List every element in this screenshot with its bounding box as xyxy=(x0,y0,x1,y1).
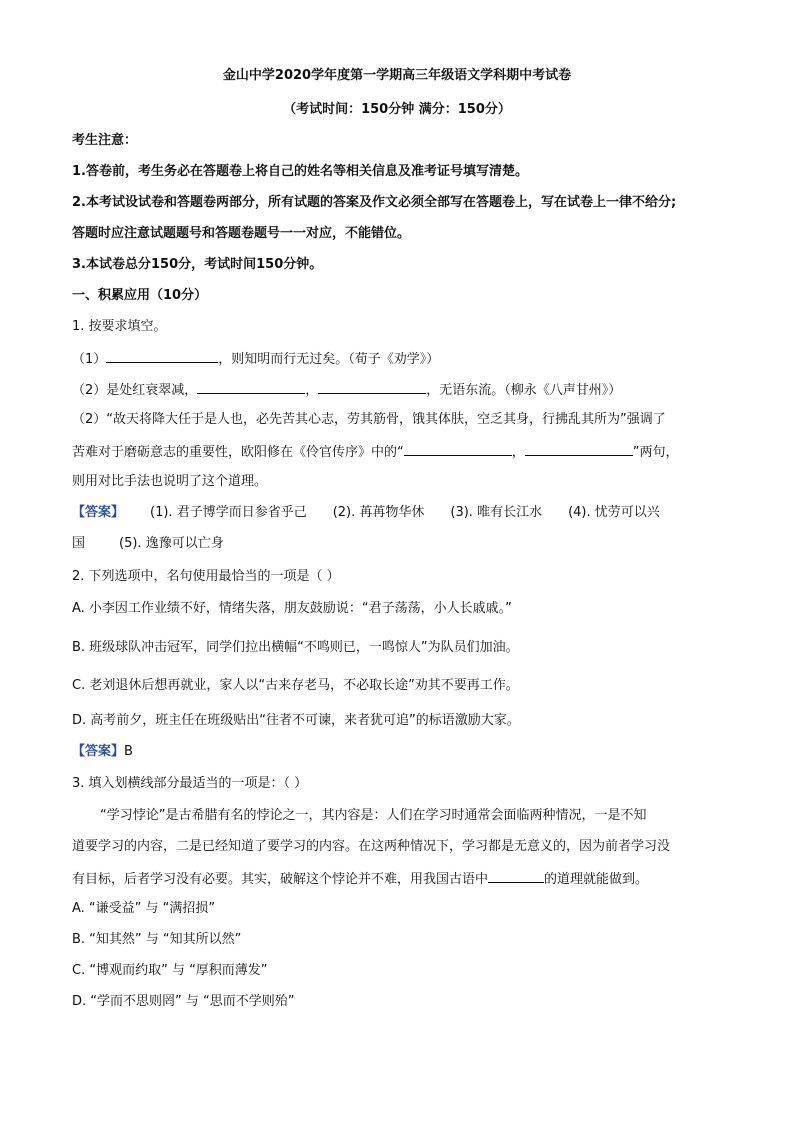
answer-blank[interactable] xyxy=(318,379,426,394)
section-1-heading: 一、积累应用（10分） xyxy=(72,288,208,303)
q1-stem: 1. 按要求填空。 xyxy=(72,319,167,334)
q2-answer-value: B xyxy=(124,744,133,759)
exam-subtitle: （考试时间：150分钟 满分：150分） xyxy=(283,102,511,117)
answer-blank[interactable] xyxy=(525,441,633,456)
q1-part3-prefix: 苦难对于磨砺意志的重要性，欧阳修在《伶官传序》中的“ xyxy=(72,445,404,460)
q1-part2-suffix: ，无语东流。（柳永《八声甘州》） xyxy=(426,383,622,398)
answer-blank[interactable] xyxy=(197,379,305,394)
q1-part1 xyxy=(72,348,439,370)
q1-part3-line3: 则用对比手法也说明了这个道理。 xyxy=(72,474,268,489)
q1-answer-5: (5). 逸豫可以亡身 xyxy=(119,536,224,551)
q3-option-c: C. “博观而约取” 与 “厚积而薄发” xyxy=(72,963,268,978)
q2-option-d: D. 高考前夕，班主任在班级贴出“往者不可谏，来者犹可追”的标语激励大家。 xyxy=(72,713,520,728)
q1-answer-3: (3). 唯有长江水 xyxy=(450,505,543,520)
q1-answer-1: (1). 君子博学而日参省乎己 xyxy=(150,505,307,520)
q3-passage-line1: “学习悖论”是古希腊有名的悖论之一，其内容是：人们在学习时通常会面临两种情况，一是不知 xyxy=(100,808,647,823)
notice-item-1: 1.答卷前，考生务必在答题卷上将自己的姓名等相关信息及准考证号填写清楚。 xyxy=(72,164,528,179)
q3-passage-line3 xyxy=(72,868,648,890)
q1-answer-2: (2). 苒苒物华休 xyxy=(332,505,425,520)
q1-part2-mid: ， xyxy=(305,383,319,398)
q3-stem: 3. 填入划横线部分最适当的一项是：（ ） xyxy=(72,776,308,791)
q1-part3-line2 xyxy=(72,441,679,463)
q2-option-b: B. 班级球队冲击冠军，同学们拉出横幅“不鸣则已，一鸣惊人”为队员们加油。 xyxy=(72,640,519,655)
answer-label: 【答案】 xyxy=(72,744,125,759)
q1-part2 xyxy=(72,379,621,401)
q1-part3-line1: （2）“故天将降大任于是人也，必先苦其心志，劳其筋骨，饿其体肤，空乏其身，行拂乱其所为”强调了 xyxy=(72,412,666,427)
notice-item-2-line1: 2.本考试设试卷和答题卷两部分，所有试题的答案及作文必须全部写在答题卷上，写在试卷上一律不给分; xyxy=(72,195,677,210)
notice-item-3: 3.本试卷总分150分，考试时间150分钟。 xyxy=(72,257,323,272)
notice-item-2-line2: 答题时应注意试题题号和答题卷题号一一对应，不能错位。 xyxy=(72,226,411,241)
q1-part1-suffix: ，则知明而行无过矣。（荀子《劝学》） xyxy=(218,352,440,367)
q1-part3-mid: ， xyxy=(511,445,525,460)
q3-option-d: D. “学而不思则罔” 与 “思而不学则殆” xyxy=(72,994,295,1009)
exam-title: 金山中学2020学年度第一学期高三年级语文学科期中考试卷 xyxy=(222,68,572,83)
q1-part3-suffix: ”两句， xyxy=(632,445,679,460)
q1-answer-4: (4). 忧劳可以兴 xyxy=(568,505,660,520)
answer-label: 【答案】 xyxy=(72,505,125,520)
q1-part2-prefix: （2）是处红衰翠减， xyxy=(72,383,198,398)
q3-passage-line2: 道要学习的内容，二是已经知道了要学习的内容。在这两种情况下，学习都是无意义的，因为前者学习没 xyxy=(72,839,671,854)
q2-option-a: A. 小李因工作业绩不好，情绪失落，朋友鼓励说：“君子荡荡，小人长戚戚。” xyxy=(72,601,512,616)
q1-part1-prefix: （1） xyxy=(72,352,107,367)
answer-blank[interactable] xyxy=(106,348,218,363)
q3-passage-prefix: 有目标，后者学习没有必要。其实，破解这个悖论并不难，用我国古语中 xyxy=(72,872,489,887)
q3-passage-suffix: 的道理就能做到。 xyxy=(544,872,649,887)
q1-answer-line2 xyxy=(72,534,224,554)
q3-option-b: B. “知其然” 与 “知其所以然” xyxy=(72,932,242,947)
q2-answer xyxy=(72,742,133,762)
q3-option-a: A. “谦受益” 与 “满招损” xyxy=(72,901,216,916)
notice-heading: 考生注意： xyxy=(72,133,138,148)
answer-blank[interactable] xyxy=(488,868,544,883)
q2-option-c: C. 老刘退休后想再就业，家人以“古来存老马，不必取长途”劝其不要再工作。 xyxy=(72,678,519,693)
q1-answer-4-cont: 国 xyxy=(72,536,86,551)
answer-blank[interactable] xyxy=(404,441,512,456)
q2-stem: 2. 下列选项中，名句使用最恰当的一项是（ ） xyxy=(72,569,340,584)
q1-answer-line1 xyxy=(72,503,660,523)
